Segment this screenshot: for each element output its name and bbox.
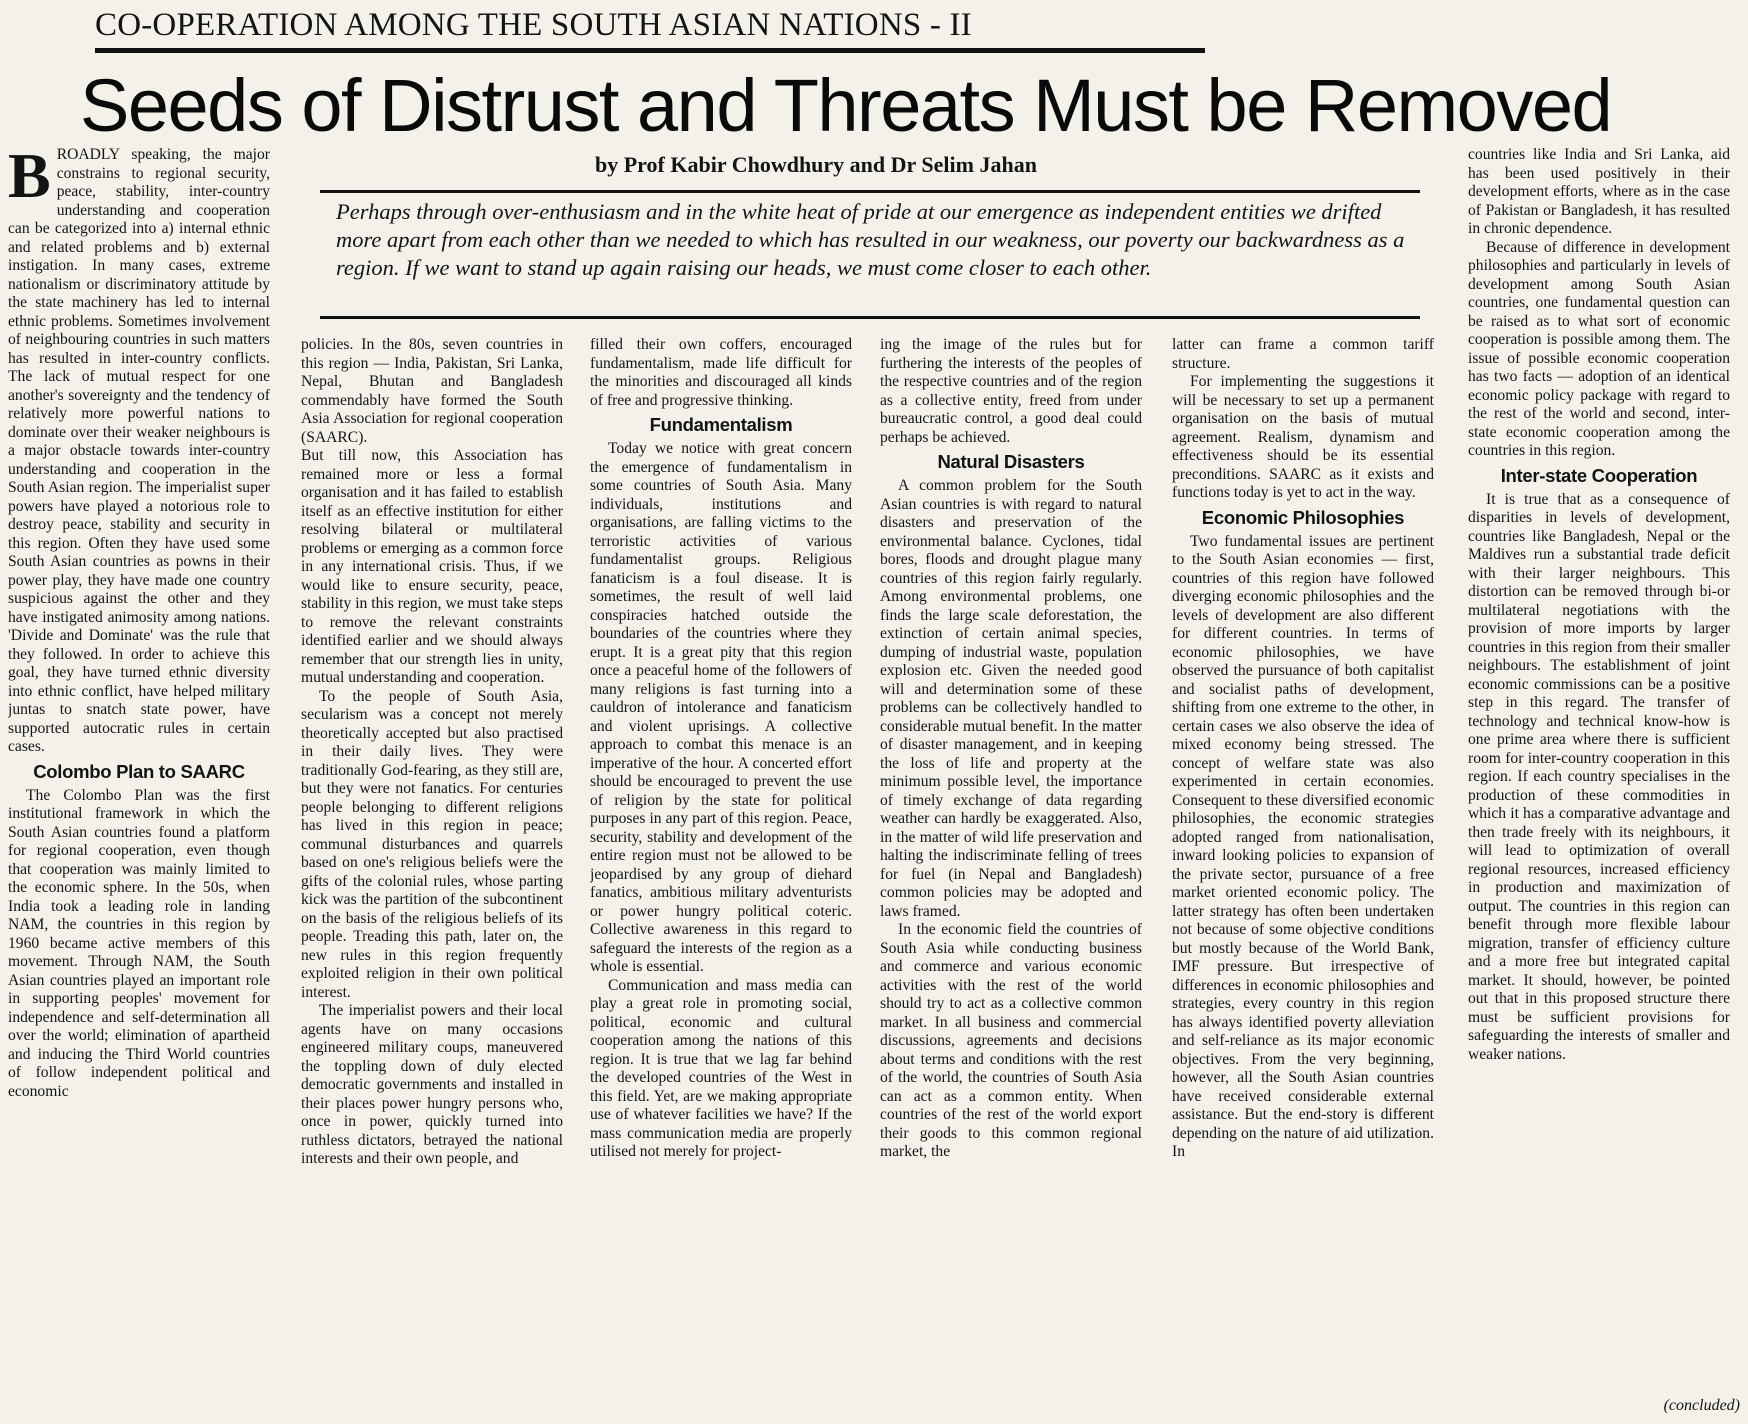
subheading-inter-state-cooperation: Inter-state Cooperation (1500, 464, 1698, 486)
standfirst-rule-top (320, 190, 1420, 193)
paragraph: Communication and mass media can play a great role in promoting social, political, economic and cultural cooperation among the nations of this region. It is true that we lag far behind the developed countries of the West in this field. Yet, are we making appropriate use of whatever facilities we have? If the mass communication media are properly utilised not merely for project- (590, 976, 852, 1160)
column-5 (1172, 336, 1434, 1416)
paragraph: To the people of South Asia, secularism was a concept not merely theoretically accepted but also practised in their daily lives. They were traditionally God-fearing, as they still are, but they were not fanatics. For centuries people belonging to different religions has lived in this region in peace; communal disturbances and quarrels based on one's religious beliefs were the gifts of the colonial rules, whose parting kick was the partition of the subcontinent on the basis of the religious beliefs of its people. Treading this path, later on, the new rules in this region frequently exploited religion in their own political interest. (301, 687, 563, 1001)
headline: Seeds of Distrust and Threats Must be Removed (80, 64, 1612, 147)
paragraph: A common problem for the South Asian countries is with regard to natural disasters and preservation of the environmental balance. Cyclones, tidal bores, floods and drought plague many countries of this region fairly regularly. Among environmental problems, one finds the large scale deforestation, the extinction of certain animal species, dumping of industrial waste, population explosion etc. Given the needed good will and determination some of these problems can be collectively handled to considerable mutual benefit. In the matter of disaster management, and in keeping the loss of life and property at the minimum possible level, the importance of timely exchange of data regarding weather can hardly be exaggerated. Also, in the matter of wild life preservation and halting the indiscriminate felling of trees for fuel (in Nepal and Bangladesh) common policies may be adopted and laws framed. (880, 477, 1142, 920)
paragraph: policies. In the 80s, seven countries in this region — India, Pakistan, Sri Lanka, Nepal, Bhutan and Bangladesh commendably have formed the South Asia Association for regional cooperation (SAARC). (301, 336, 563, 446)
paragraph-text: ROADLY speaking, the major constrains to regional security, peace, stability, inter-country understanding and cooperation can be categorized into a) internal ethnic and related problems and b) external instigation. In many cases, extreme nationalism or discriminatory attitude by the state machinery has led to internal ethnic problems. Sometimes involvement of neighbouring countries in such matters has resulted in inter-country conflicts. The lack of mutual respect for one another's sovereignty and the tendency of relatively more powerful nations to dominate over their weaker neighbours is a major obstacle towards inter-country understanding and cooperation in the South Asian region. The imperialist super powers have played a notorious role to destroy peace, stability and security in this region. Often they have used some South Asian countries as powns in their power play, they have made one country suspicious against the other and they have instigated animosity among nations. 'Divide and Dominate' was the rule that they followed. In order to achieve this goal, they have turned ethnic diversity into ethnic conflict, have helped military juntas to snatch state power, have supported autocratic rules in certain cases. (8, 146, 270, 755)
paragraph: latter can frame a common tariff structure. (1172, 336, 1434, 372)
paragraph: ing the image of the rules but for furthering the interests of the peoples of the respective countries and of the region as a collective entity, freed from under bureaucratic control, a good deal could perhaps be achieved. (880, 336, 1142, 446)
paragraph: Because of difference in development philosophies and particularly in levels of development among South Asian countries, one fundamental question can be raised as to what sort of economic cooperation is possible among them. The issue of possible economic cooperation has two facts — adoption of an identical economic policy package with regard to the rest of the world and second, inter-state economic cooperation among the countries in this region. (1468, 238, 1730, 459)
paragraph: But till now, this Association has remained more or less a formal organisation and it has failed to establish itself as an effective institution for either resolving bilateral or multilateral problems or emerging as a common force in any international crisis. Thus, if we would like to ensure security, peace, stability in this region, we must take steps to remove the relevant constraints identified earlier and we should always remember that our strength lies in unity, mutual understanding and cooperation. (301, 447, 563, 686)
paragraph (8, 146, 270, 757)
column-2 (301, 336, 563, 1416)
paragraph: Two fundamental issues are pertinent to the South Asian economies — first, countries of this region have followed diverging economic philosophies and the levels of development are also different for different countries. In terms of economic philosophies, we have observed the pursuance of both capitalist and socialist paths of development, shifting from one extreme to the other, in certain cases we also observe the idea of mixed economy being stressed. The concept of welfare state was also experimented in certain economies. Consequent to these diversified economic philosophies, the economic strategies adopted ranged from nationalisation, inward looking policies to expansion of the private sector, pursuance of a free market oriented economic policy. The latter strategy has often been undertaken not because of some objective conditions but mostly because of the World Bank, IMF pressure. But irrespective of differences in economic philosophies and strategies, every country in this region has always identified poverty alleviation and self-reliance as its major economic objectives. From the very beginning, however, all the South Asian countries have received considerable external assistance. But the end-story is different depending on the nature of aid utilization. In (1172, 532, 1434, 1160)
subheading-fundamentalism: Fundamentalism (649, 414, 793, 435)
drop-cap: B (8, 146, 51, 211)
column-1 (8, 146, 270, 1416)
paragraph: countries like India and Sri Lanka, aid has been used positively in their development efforts, where as in the case of Pakistan or Bangladesh, it has resulted in chronic dependence. (1468, 146, 1730, 237)
standfirst-rule-bottom (320, 316, 1420, 319)
paragraph: In the economic field the countries of South Asia while conducting business and commerce and various economic activities with the rest of the world should try to act as a collective common market. In all business and commercial discussions, agreements and decisions about terms and conditions with the rest of the world, the countries of South Asia can act as a common entity. When countries of the rest of the world export their goods to this common regional market, the (880, 921, 1142, 1160)
paragraph: The imperialist powers and their local agents have on many occasions engineered military coups, maneuvered the toppling down of duly elected democratic governments and installed in their places power hungry persons who, once in power, quickly turned into ruthless dictators, betrayed the national interests and their own people, and (301, 1002, 563, 1167)
byline: by Prof Kabir Chowdhury and Dr Selim Jahan (595, 152, 1037, 177)
standfirst: Perhaps through over-enthusiasm and in the white heat of pride at our emergence as independent entities we drifted more apart from each other than we needed to which has resulted in our weakness, our poverty our backwardness as a region. If we want to stand up again raising our heads, we must come closer to each other. (336, 199, 1405, 280)
series-kicker: CO-OPERATION AMONG THE SOUTH ASIAN NATIONS - II (95, 2, 1205, 53)
subheading-colombo-plan: Colombo Plan to SAARC (33, 760, 245, 782)
subheading-economic-philosophies: Economic Philosophies (1201, 506, 1405, 528)
paragraph: filled their own coffers, encouraged fundamentalism, made life difficult for the minorities and discouraged all kinds of free and progressive thinking. (590, 336, 852, 409)
paragraph: Today we notice with great concern the emergence of fundamentalism in some countries of South Asia. Many individuals, institutions and organisations, are falling victims to the terroristic activities of various fundamentalist groups. Religious fanaticism is a foul disease. It is sometimes, the result of well laid conspiracies hatched outside the boundaries of the countries where they erupt. It is a great pity that this region once a peaceful home of the followers of many religions is fast turning into a cauldron of intolerance and fanaticism and violent uprisings. A collective approach to combat this menace is an imperative of the hour. A concerted effort should be encouraged to prevent the use of religion by the state for political purposes in any part of this region. Peace, security, stability and development of the entire region must not be allowed to be jeopardised by any group of diehard fanatics, ambitious military adventurists or power hungry political coteric. Collective awareness in this regard to safeguard the interests of the region as a whole is essential. (590, 440, 852, 975)
column-3 (590, 336, 852, 1416)
paragraph: For implementing the suggestions it will be necessary to set up a permanent organisation on the basis of mutual agreement. Realism, dynamism and effectiveness should be its essential preconditions. SAARC as it exists and functions today is yet to act in the way. (1172, 373, 1434, 501)
paragraph: The Colombo Plan was the first institutional framework in which the South Asian countries found a platform for regional cooperation, even though that cooperation was mainly limited to the economic sphere. In the 50s, when India took a leading role in landing NAM, the countries in this region by 1960 became active members of this movement. Through NAM, the South Asian countries played an important role in supporting peoples' movement for independence and self-determination all over the world; elimination of apartheid and inducing the Third World countries of follow independent political and economic (8, 786, 270, 1100)
concluded-note: (concluded) (1663, 1397, 1740, 1414)
column-4 (880, 336, 1142, 1416)
paragraph: It is true that as a consequence of disparities in levels of development, countries like Bangladesh, Nepal or the Maldives run a substantial trade deficit with their larger neighbours. This distortion can be removed through bi-or multilateral negotiations with the provision of more imports by larger countries in this region from their smaller neighbours. The establishment of joint economic commissions can be a positive step in this regard. The transfer of technology and technical know-how is one prime area where there is sufficient room for inter-country cooperation in this region. If each country specialises in the production of these commodities in which it has a comparative advantage and then trade freely with its neighbours, it will lead to optimization of overall regional resources, increased efficiency in production and maximization of output. The countries in this region can benefit through more flexible labour migration, transfer of efficiency culture and a more free but integrated capital market. It should, however, be pointed out that in this proposed structure there must be sufficient provisions for safeguarding the interests of smaller and weaker nations. (1468, 490, 1730, 1063)
subheading-natural-disasters: Natural Disasters (937, 451, 1085, 472)
column-6 (1468, 146, 1730, 1396)
